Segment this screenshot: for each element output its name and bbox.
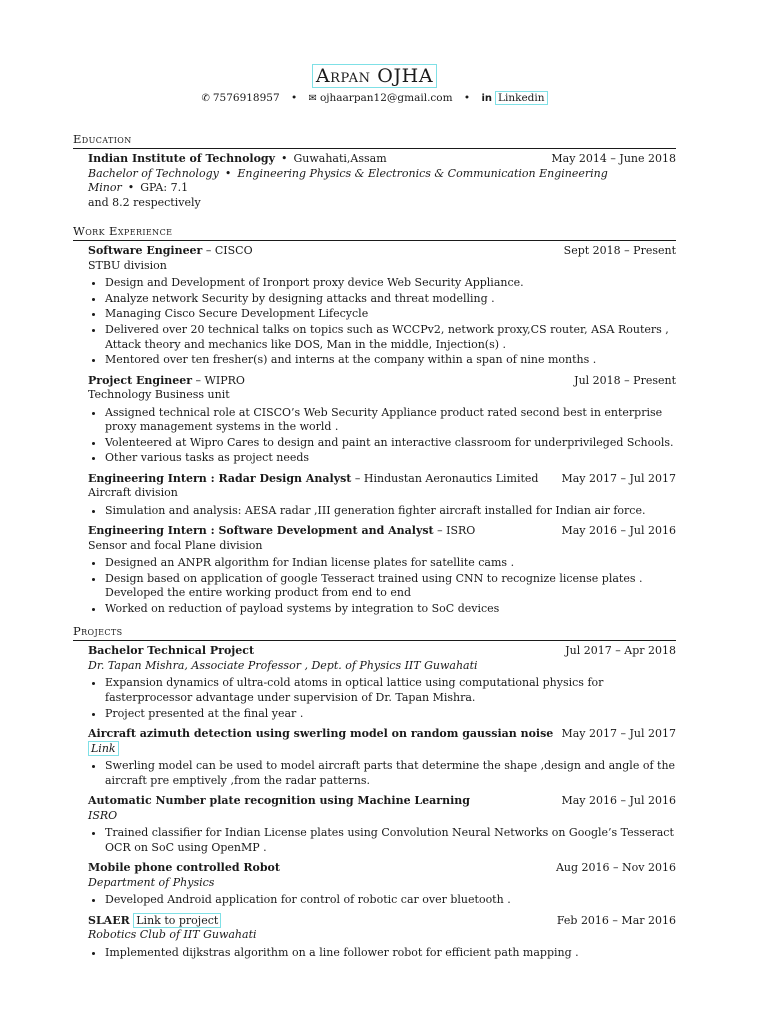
job-bullets (88, 504, 676, 519)
resume-name[interactable]: Arpan OJHA (312, 64, 437, 88)
job-role: Engineering Intern : Software Development and Analyst (88, 524, 434, 538)
degree-line: Bachelor of Technology • Engineering Physics & Electronics & Communication Engineering Minor • GPA: 7.1 (88, 166, 608, 195)
project-head (88, 727, 676, 742)
project-dates: Jul 2017 – Apr 2018 (565, 644, 676, 658)
projects-heading: Projects (73, 624, 676, 641)
job-head (88, 244, 676, 259)
projects-section (73, 624, 676, 960)
degree: Bachelor of Technology (88, 166, 219, 180)
project-entry (73, 914, 676, 961)
job-entry (73, 472, 676, 519)
job-unit: Aircraft division (88, 486, 178, 500)
job-org: Hindustan Aeronautics Limited (363, 471, 539, 485)
project-link[interactable]: Link to project (133, 913, 221, 928)
project-entry (73, 794, 676, 855)
project-subtitle: Robotics Club of IIT Guwahati (88, 928, 257, 942)
job-org: WIPRO (204, 373, 245, 387)
list-item: • Swerling model can be used to model aircraft parts that determine the shape ,design and angle of the aircraft pre emptively ,from the radar patterns. (105, 759, 676, 788)
list-item: • Trained classifier for Indian License plates using Convolution Neural Networks on Google’s Tesseract OCR on SoC using OpenMP . (105, 826, 676, 855)
list-item: • Simulation and analysis: AESA radar ,III generation fighter aircraft installed for Indian air force. (105, 504, 676, 519)
list-item: • Analyze network Security by designing attacks and threat modelling . (105, 292, 676, 307)
resume-page (73, 64, 676, 966)
dash: – (202, 244, 215, 258)
list-item: • Developed Android application for control of robotic car over bluetooth . (105, 893, 676, 908)
job-bullets (88, 406, 676, 466)
job-head (88, 524, 676, 539)
project-bullets (88, 759, 676, 788)
project-subtitle: Dr. Tapan Mishra, Associate Professor , Dept. of Physics IIT Guwahati (88, 658, 478, 672)
job-role: Engineering Intern : Radar Design Analyst (88, 471, 352, 485)
list-item: • Project presented at the final year . (105, 707, 676, 722)
project-link[interactable]: Link (88, 741, 119, 756)
project-subtitle: ISRO (88, 808, 118, 822)
job-dates: Jul 2018 – Present (574, 373, 676, 387)
separator-dot: • (463, 92, 471, 104)
project-name: Bachelor Technical Project (88, 644, 255, 658)
phone-number: 7576918957 (212, 92, 280, 104)
job-unit: Technology Business unit (88, 388, 230, 402)
project-dates: May 2016 – Jul 2016 (561, 794, 676, 808)
list-item: • Design based on application of google Tesseract trained using CNN to recognize license plates . Developed the entire working product from end to end (105, 572, 676, 601)
project-head (88, 914, 676, 929)
job-head (88, 374, 676, 389)
project-list (73, 644, 676, 960)
education-dates: May 2014 – June 2018 (551, 152, 676, 166)
work-list (73, 244, 676, 616)
name-row (73, 64, 676, 92)
project-entry (73, 644, 676, 721)
list-item: • Assigned technical role at CISCO’s Web Security Appliance product rated second best in enterprise proxy management systems in the world . (105, 406, 676, 435)
project-bullets (88, 946, 676, 961)
separator-dot: • (291, 92, 298, 104)
education-entry (73, 152, 676, 210)
project-bullets (88, 826, 676, 855)
education-heading: Education (73, 132, 676, 149)
project-bullets (88, 676, 676, 721)
job-dates: Sept 2018 – Present (563, 244, 676, 258)
gpa-continuation: and 8.2 respectively (88, 195, 201, 209)
job-unit: Sensor and focal Plane division (88, 538, 263, 552)
list-item: • Volenteered at Wipro Cares to design and paint an interactive classroom for underprivileged Schools. (105, 436, 676, 451)
job-org: ISRO (446, 524, 476, 538)
project-bullets (88, 893, 676, 908)
project-name: Automatic Number plate recognition using Machine Learning (88, 794, 470, 808)
job-dates: May 2016 – Jul 2016 (561, 524, 676, 538)
list-item: • Designed an ANPR algorithm for Indian license plates for satellite cams . (105, 556, 676, 571)
envelope-icon: ✉ (308, 93, 317, 104)
contact-row (73, 92, 676, 110)
list-item: • Worked on reduction of payload systems by integration to SoC devices (105, 602, 676, 617)
job-role: Project Engineer (88, 373, 193, 387)
job-bullets (88, 276, 676, 367)
job-entry (73, 524, 676, 616)
job-entry (73, 244, 676, 367)
dash: – (192, 373, 205, 387)
project-head (88, 794, 676, 809)
project-dates: Aug 2016 – Nov 2016 (555, 861, 676, 875)
project-head (88, 861, 676, 876)
job-dates: May 2017 – Jul 2017 (561, 471, 676, 485)
phone-icon: ✆ (201, 93, 210, 104)
job-entry (73, 374, 676, 466)
institute-name: Indian Institute of Technology (88, 152, 275, 166)
job-role: Software Engineer (88, 244, 203, 258)
job-org: CISCO (214, 244, 253, 258)
major: Engineering Physics & Electronics & Communication Engineering Minor (88, 166, 608, 195)
project-name: SLAER (88, 913, 130, 927)
project-name: Mobile phone controlled Robot (88, 861, 280, 875)
education-section (73, 132, 676, 210)
dash: – (351, 471, 364, 485)
work-heading: Work Experience (73, 224, 676, 241)
list-item: • Mentored over ten fresher(s) and interns at the company within a span of nine months . (105, 353, 676, 368)
list-item: • Other various tasks as project needs (105, 451, 676, 466)
linkedin-link[interactable]: Linkedin (495, 91, 548, 105)
work-section (73, 224, 676, 616)
dash: – (433, 524, 447, 538)
project-entry (73, 727, 676, 788)
job-head (88, 472, 676, 487)
list-item: • Design and Development of Ironport proxy device Web Security Appliance. (105, 276, 676, 291)
project-name: Aircraft azimuth detection using swerling model on random gaussian noise (88, 727, 554, 741)
project-entry (73, 861, 676, 908)
project-dates: Feb 2016 – Mar 2016 (556, 913, 676, 927)
list-item: • Expansion dynamics of ultra-cold atoms in optical lattice using computational physics for fasterprocessor advantage under supervision of Dr. Tapan Mishra. (105, 676, 676, 705)
institute-location: Guwahati,Assam (293, 152, 387, 166)
email-address: ojhaarpan12@gmail.com (319, 92, 453, 104)
project-dates: May 2017 – Jul 2017 (561, 727, 676, 741)
gpa: GPA: 7.1 (140, 181, 189, 195)
education-entry-head: Indian Institute of Technology • Guwahati,Assam May 2014 – June 2018 (88, 152, 676, 166)
linkedin-icon: in (481, 93, 493, 104)
list-item: • Delivered over 20 technical talks on topics such as WCCPv2, network proxy,CS router, ASA Routers , Attack theory and mechanics like DOS, Man in the middle, Injection(s) . (105, 323, 676, 352)
list-item: • Managing Cisco Secure Development Lifecycle (105, 307, 676, 322)
job-bullets (88, 556, 676, 616)
project-subtitle: Department of Physics (88, 875, 215, 889)
job-unit: STBU division (88, 258, 167, 272)
project-head (88, 644, 676, 659)
list-item: • Implemented dijkstras algorithm on a line follower robot for efficient path mapping . (105, 946, 676, 961)
